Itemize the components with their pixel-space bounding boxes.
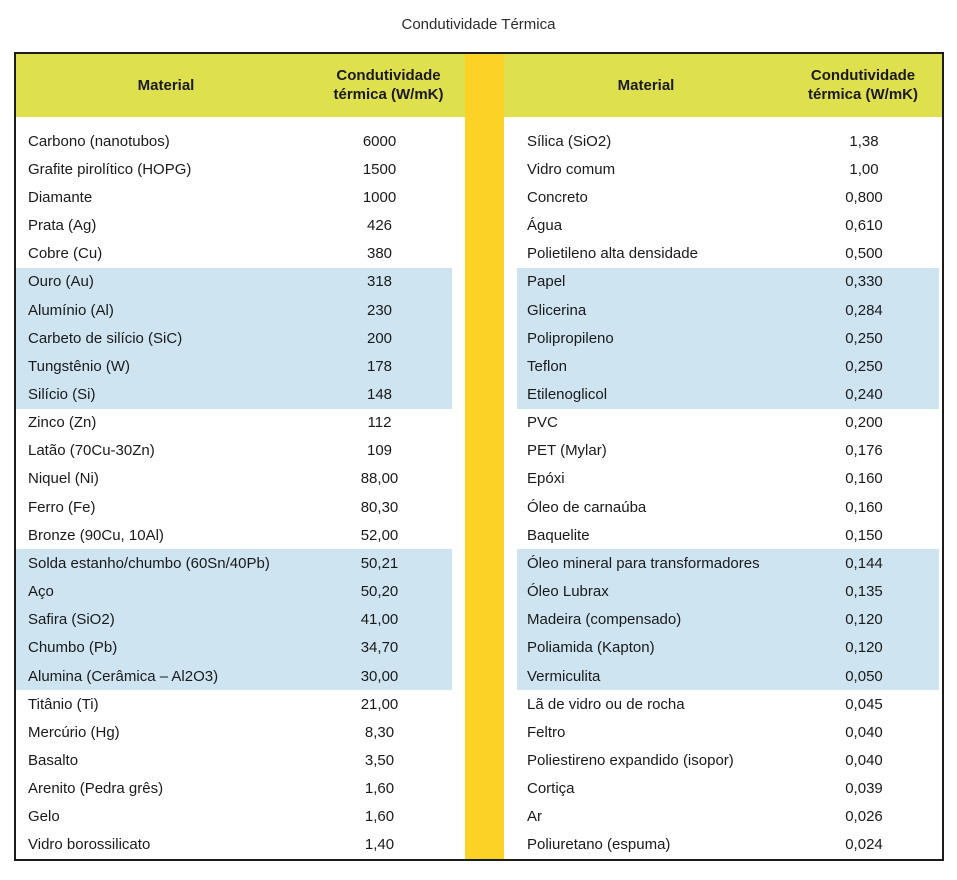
table-row — [16, 155, 452, 183]
material-cell: Polietileno alta densidade — [527, 245, 698, 263]
value-cell: 52,00 — [360, 526, 399, 544]
table-row — [16, 521, 452, 549]
column-header-material: Material — [617, 77, 675, 94]
value-cell: 112 — [367, 414, 392, 432]
table-row — [517, 409, 939, 437]
material-cell: Bronze (90Cu, 10Al) — [28, 526, 164, 544]
table-row — [16, 409, 452, 437]
material-cell: Madeira (compensado) — [527, 611, 682, 629]
material-cell: Arenito (Pedra grês) — [28, 780, 164, 798]
value-cell: 0,120 — [845, 639, 883, 657]
table-row — [517, 634, 939, 662]
material-cell: Ferro (Fe) — [28, 498, 96, 516]
material-cell: Aço — [28, 583, 54, 601]
table-row — [16, 831, 452, 859]
table-row — [517, 578, 939, 606]
table-row — [16, 775, 452, 803]
material-cell: Chumbo (Pb) — [28, 639, 118, 657]
table-row — [16, 465, 452, 493]
material-cell: Feltro — [527, 723, 566, 741]
table-row — [16, 634, 452, 662]
material-cell: Ar — [527, 808, 542, 826]
material-cell: Sílica (SiO2) — [527, 132, 612, 150]
value-cell: 0,250 — [845, 357, 883, 375]
value-cell: 0,039 — [845, 780, 883, 798]
left-table-rows — [16, 117, 465, 859]
value-cell: 0,045 — [845, 695, 883, 713]
table-row — [16, 493, 452, 521]
value-cell: 50,20 — [360, 583, 399, 601]
right-table-rows — [504, 117, 942, 859]
table-row — [16, 183, 452, 211]
value-cell: 0,284 — [845, 301, 883, 319]
table-row — [517, 831, 939, 859]
table-row — [16, 240, 452, 268]
table-row — [517, 155, 939, 183]
material-cell: Óleo de carnaúba — [527, 498, 647, 516]
material-cell: Lã de vidro ou de rocha — [527, 695, 685, 713]
value-cell: 0,050 — [845, 667, 883, 685]
material-cell: Epóxi — [527, 470, 565, 488]
material-cell: Gelo — [28, 808, 60, 826]
material-cell: Óleo Lubrax — [527, 583, 609, 601]
value-cell: 0,024 — [845, 836, 883, 854]
column-header-material: Material — [137, 77, 195, 94]
material-cell: Carbeto de silício (SiC) — [28, 329, 183, 347]
table-row — [517, 549, 939, 577]
value-cell: 0,135 — [845, 583, 883, 601]
table-row — [517, 746, 939, 774]
material-cell: Etilenoglicol — [527, 385, 608, 403]
material-cell: Baquelite — [527, 526, 590, 544]
value-cell: 380 — [366, 245, 393, 263]
material-cell: Diamante — [28, 188, 93, 206]
value-cell: 1,00 — [849, 160, 879, 178]
material-cell: Mercúrio (Hg) — [28, 723, 120, 741]
value-cell: 0,160 — [845, 498, 883, 516]
value-cell: 0,144 — [845, 554, 883, 572]
value-cell: 6000 — [362, 132, 397, 150]
value-cell: 0,040 — [845, 752, 883, 770]
material-cell: Poliamida (Kapton) — [527, 639, 655, 657]
table-row — [16, 127, 452, 155]
material-cell: Cobre (Cu) — [28, 245, 103, 263]
table-row — [517, 296, 939, 324]
material-cell: Silício (Si) — [28, 385, 96, 403]
value-cell: 21,00 — [360, 695, 399, 713]
value-cell: 1,60 — [364, 780, 395, 798]
value-cell: 0,040 — [845, 723, 883, 741]
material-cell: Polipropileno — [527, 329, 614, 347]
left-table-header — [16, 54, 465, 117]
table-row — [517, 662, 939, 690]
material-cell: Alumina (Cerâmica – Al2O3) — [28, 667, 219, 685]
table-row — [16, 324, 452, 352]
table-row — [16, 746, 452, 774]
value-cell: 88,00 — [360, 470, 399, 488]
page-title: Condutividade Térmica — [401, 16, 556, 33]
value-cell: 0,160 — [845, 470, 883, 488]
value-cell: 41,00 — [360, 611, 399, 629]
material-cell: Poliestireno expandido (isopor) — [527, 752, 734, 770]
material-cell: Poliuretano (espuma) — [527, 836, 671, 854]
table-row — [16, 352, 452, 380]
material-cell: Safira (SiO2) — [28, 611, 115, 629]
value-cell: 0,240 — [845, 385, 883, 403]
material-cell: Grafite pirolítico (HOPG) — [28, 160, 192, 178]
table-divider — [465, 54, 504, 859]
material-cell: PET (Mylar) — [527, 442, 607, 460]
material-cell: Zinco (Zn) — [28, 414, 97, 432]
material-cell: Basalto — [28, 752, 79, 770]
value-cell: 8,30 — [364, 723, 395, 741]
value-cell: 1500 — [362, 160, 397, 178]
value-cell: 34,70 — [360, 639, 399, 657]
table-row — [517, 690, 939, 718]
material-cell: Prata (Ag) — [28, 217, 97, 235]
value-cell: 318 — [366, 273, 393, 291]
table-row — [517, 493, 939, 521]
material-cell: Concreto — [527, 188, 588, 206]
table-row — [517, 465, 939, 493]
table-row — [517, 324, 939, 352]
table-row — [16, 380, 452, 408]
table-row — [517, 127, 939, 155]
material-cell: PVC — [527, 414, 558, 432]
column-header-conductivity: Condutividade térmica (W/mK) — [807, 66, 919, 103]
value-cell: 0,500 — [845, 245, 883, 263]
value-cell: 1000 — [362, 188, 397, 206]
value-cell: 148 — [366, 385, 393, 403]
material-cell: Niquel (Ni) — [28, 470, 99, 488]
value-cell: 0,200 — [845, 414, 883, 432]
material-cell: Vermiculita — [527, 667, 601, 685]
value-cell: 0,610 — [845, 217, 883, 235]
table-row — [16, 211, 452, 239]
table-row — [16, 718, 452, 746]
table-row — [517, 352, 939, 380]
material-cell: Latão (70Cu-30Zn) — [28, 442, 155, 460]
table-row — [517, 437, 939, 465]
material-cell: Carbono (nanotubos) — [28, 132, 170, 150]
material-cell: Vidro borossilicato — [28, 836, 151, 854]
column-header-conductivity: Condutividade térmica (W/mK) — [333, 66, 444, 103]
table-row — [517, 718, 939, 746]
value-cell: 1,38 — [849, 132, 879, 150]
value-cell: 0,120 — [845, 611, 883, 629]
value-cell: 1,60 — [364, 808, 395, 826]
table-row — [517, 240, 939, 268]
material-cell: Titânio (Ti) — [28, 695, 99, 713]
table-row — [16, 690, 452, 718]
table-row — [517, 380, 939, 408]
table-row — [517, 606, 939, 634]
value-cell: 50,21 — [360, 554, 399, 572]
value-cell: 0,330 — [845, 273, 883, 291]
table-row — [16, 578, 452, 606]
material-cell: Alumínio (Al) — [28, 301, 114, 319]
material-cell: Ouro (Au) — [28, 273, 94, 291]
table-row — [517, 211, 939, 239]
material-cell: Vidro comum — [527, 160, 616, 178]
value-cell: 0,026 — [845, 808, 883, 826]
value-cell: 0,150 — [845, 526, 883, 544]
value-cell: 178 — [366, 357, 393, 375]
table-row — [16, 296, 452, 324]
value-cell: 30,00 — [360, 667, 399, 685]
value-cell: 109 — [366, 442, 393, 460]
table-row — [16, 549, 452, 577]
table-row — [16, 803, 452, 831]
table-row — [517, 268, 939, 296]
table-row — [517, 521, 939, 549]
table-row — [16, 662, 452, 690]
table-row — [517, 183, 939, 211]
right-table — [504, 54, 942, 859]
material-cell: Óleo mineral para transformadores — [527, 554, 760, 572]
material-cell: Papel — [527, 273, 566, 291]
table-row — [16, 268, 452, 296]
material-cell: Teflon — [527, 357, 568, 375]
value-cell: 0,800 — [845, 188, 883, 206]
material-cell: Água — [527, 217, 563, 235]
material-cell: Tungstênio (W) — [28, 357, 130, 375]
conductivity-table — [14, 52, 944, 861]
table-row — [517, 803, 939, 831]
right-table-header — [504, 54, 942, 117]
value-cell: 200 — [366, 329, 393, 347]
value-cell: 230 — [366, 301, 393, 319]
value-cell: 0,176 — [845, 442, 883, 460]
value-cell: 0,250 — [845, 329, 883, 347]
material-cell: Cortiça — [527, 780, 575, 798]
table-row — [517, 775, 939, 803]
material-cell: Glicerina — [527, 301, 587, 319]
material-cell: Solda estanho/chumbo (60Sn/40Pb) — [28, 554, 270, 572]
value-cell: 80,30 — [360, 498, 399, 516]
left-table — [16, 54, 465, 859]
table-row — [16, 437, 452, 465]
table-row — [16, 606, 452, 634]
value-cell: 1,40 — [364, 836, 395, 854]
value-cell: 3,50 — [364, 752, 395, 770]
value-cell: 426 — [366, 217, 393, 235]
